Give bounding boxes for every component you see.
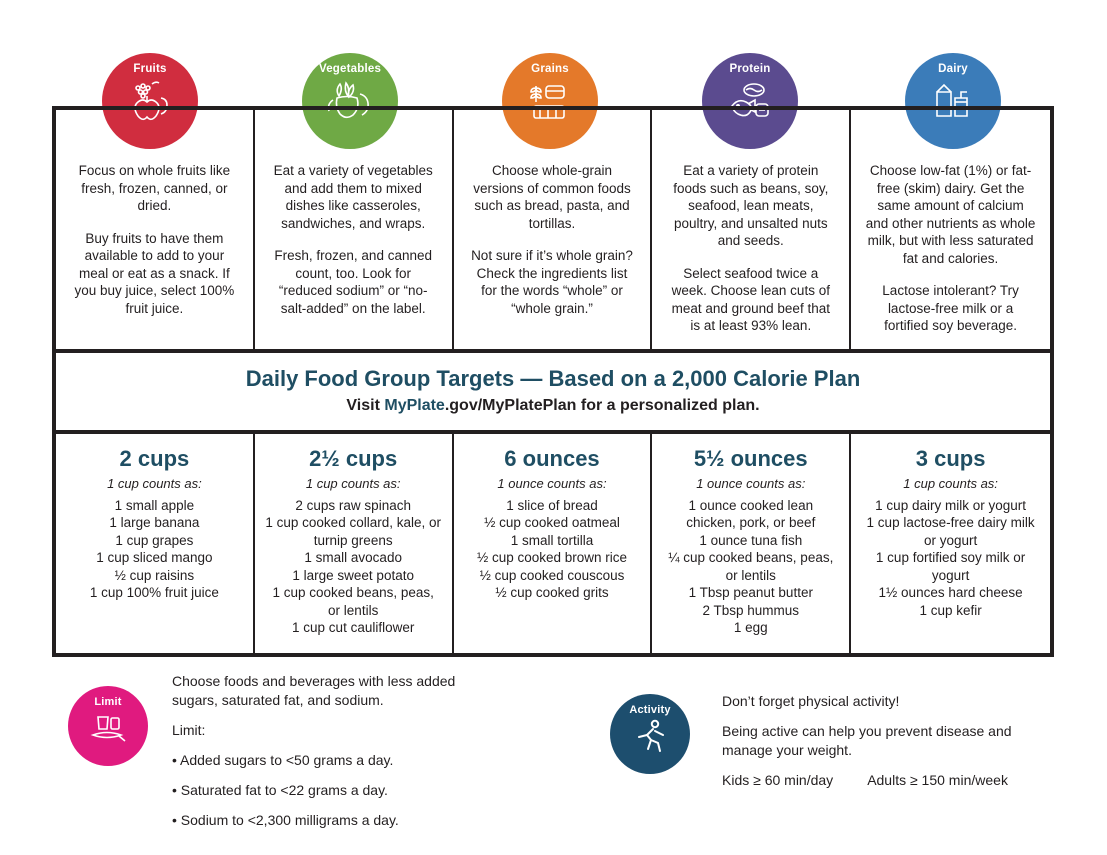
amount-column-vegetables	[255, 434, 454, 653]
food-group-descriptions-row	[56, 110, 1050, 349]
list-item: 1 ounce cooked lean chicken, pork, or beef	[686, 497, 816, 530]
badge-label-activity: Activity	[629, 704, 671, 716]
list-item: 1 cup lactose-free dairy milk or yogurt	[866, 515, 1035, 548]
badge-label-protein: Protein	[729, 63, 771, 75]
amount-column-grains	[454, 434, 653, 653]
amount-quantity: 6 ounces	[504, 445, 600, 471]
list-item: ½ cup cooked grits	[495, 585, 609, 600]
banner-title: Daily Food Group Targets — Based on a 2,000 Calorie Plan	[245, 365, 861, 391]
list-item: 1 large banana	[109, 515, 200, 530]
activity-kids: Kids ≥ 60 min/day	[722, 772, 834, 788]
badge-label-fruits: Fruits	[133, 63, 167, 75]
list-item: ¼ cup cooked beans, peas, or lentils	[668, 550, 834, 583]
group-description-protein	[666, 162, 835, 335]
group-paragraph: Not sure if it’s whole grain? Check the ingredients list for the words “whole” or “whole grain.”	[471, 248, 633, 316]
badge-activity	[610, 694, 690, 774]
amount-item-list	[464, 497, 641, 602]
amount-item-list	[861, 497, 1040, 620]
list-item: 1 cup dairy milk or yogurt	[875, 497, 1026, 513]
limit-bullet: • Added sugars to <50 grams a day.	[172, 752, 394, 768]
group-description-grains	[468, 162, 637, 317]
list-item: ½ cup cooked couscous	[479, 567, 625, 583]
group-paragraph: Eat a variety of vegetables and add them to mixed dishes like casseroles, sandwiches, and wraps.	[273, 163, 433, 231]
group-paragraph: Select seafood twice a week. Choose lean cuts of meat and ground beef that is at least 93% lean.	[671, 265, 830, 333]
group-paragraph: Choose low-fat (1%) or fat-free (skim) dairy. Get the same amount of calcium and other nutrients as whole milk, but with less saturated fat and calories.	[865, 163, 1036, 266]
amount-counts-as: 1 ounce counts as:	[497, 475, 607, 491]
list-item: 1 cup 100% fruit juice	[89, 585, 219, 600]
amount-item-list	[662, 497, 839, 637]
activity-recommendations	[722, 771, 1062, 790]
list-item: ½ cup raisins	[114, 567, 195, 583]
myplate-url-rest: .gov/MyPlatePlan	[444, 396, 577, 414]
list-item: 1 Tbsp peanut butter	[688, 585, 813, 600]
badge-limit	[68, 686, 148, 766]
list-item: 1 cup cooked beans, peas, or lentils	[272, 585, 434, 618]
amount-counts-as: 1 cup counts as:	[305, 475, 401, 491]
badge-label-vegetables: Vegetables	[318, 63, 382, 75]
amount-quantity: 2½ cups	[309, 445, 398, 471]
list-item: 1 small apple	[114, 497, 195, 513]
limit-text-block	[172, 672, 502, 841]
limit-icon	[86, 709, 130, 745]
group-column-fruits	[56, 110, 255, 349]
running-person-icon	[629, 717, 671, 755]
list-item: ½ cup cooked oatmeal	[484, 515, 620, 530]
badge-label-dairy: Dairy	[938, 63, 968, 75]
group-description-dairy	[865, 162, 1036, 335]
badge-label-limit: Limit	[94, 696, 122, 708]
amount-item-list	[265, 497, 442, 637]
list-item: 1 cup fortified soy milk or yogurt	[875, 550, 1026, 583]
activity-adults: Adults ≥ 150 min/week	[867, 772, 1008, 788]
list-item: 1 cup cut cauliflower	[292, 620, 415, 635]
list-item: ½ cup cooked brown rice	[476, 550, 628, 565]
list-item: 1 small avocado	[304, 550, 402, 565]
list-item: 2 Tbsp hummus	[702, 602, 800, 618]
banner-subtitle	[66, 396, 1040, 416]
amount-quantity: 3 cups	[915, 445, 986, 471]
limit-intro: Choose foods and beverages with less added sugars, saturated fat, and sodium.	[172, 673, 456, 708]
list-item: 1½ ounces hard cheese	[878, 585, 1023, 600]
list-item: 1 large sweet potato	[292, 567, 414, 583]
activity-line-2: Being active can help you prevent disease and manage your weight.	[722, 723, 1012, 758]
group-description-vegetables	[269, 162, 438, 317]
amount-column-protein	[652, 434, 851, 653]
list-item: 1 egg	[733, 620, 768, 635]
daily-targets-banner	[56, 349, 1050, 434]
limit-bullet: • Sodium to <2,300 milligrams a day.	[172, 812, 399, 828]
group-paragraph: Fresh, frozen, and canned count, too. Look for “reduced sodium” or “no-salt-added” on the label.	[274, 248, 432, 316]
daily-amounts-row	[56, 434, 1050, 653]
group-paragraph: Buy fruits to have them available to add to your meal or eat as a snack. If you buy juice, select 100% fruit juice.	[74, 230, 235, 316]
amount-quantity: 5½ ounces	[693, 445, 808, 471]
bottom-section	[0, 666, 1107, 846]
amount-quantity: 2 cups	[119, 445, 190, 471]
list-item: 1 cup sliced mango	[96, 550, 213, 565]
group-column-vegetables	[255, 110, 454, 349]
amount-counts-as: 1 cup counts as:	[903, 475, 998, 491]
amount-column-fruits	[56, 434, 255, 653]
myplate-chart	[52, 106, 1054, 657]
limit-bullet: • Saturated fat to <22 grams a day.	[172, 782, 388, 798]
group-paragraph: Eat a variety of protein foods such as beans, soy, seafood, lean meats, poultry, and unsalted nuts and seeds.	[673, 163, 829, 248]
group-paragraph: Lactose intolerant? Try lactose-free milk or a fortified soy beverage.	[882, 283, 1019, 333]
activity-text-block	[722, 692, 1062, 790]
list-item: 1 cup grapes	[115, 532, 194, 548]
badge-label-grains: Grains	[531, 63, 569, 75]
group-description-fruits	[70, 162, 239, 317]
amount-counts-as: 1 cup counts as:	[107, 475, 202, 491]
list-item: 1 small tortilla	[510, 532, 594, 548]
amount-column-dairy	[851, 434, 1050, 653]
amount-item-list	[66, 497, 243, 602]
banner-sub-tail: for a personalized plan.	[576, 396, 760, 414]
list-item: 2 cups raw spinach	[295, 497, 411, 513]
list-item: 1 slice of bread	[506, 497, 598, 513]
group-column-dairy	[851, 110, 1050, 349]
limit-heading: Limit:	[172, 722, 206, 738]
group-paragraph: Choose whole-grain versions of common foods such as bread, pasta, and tortillas.	[473, 163, 631, 231]
banner-visit-text: Visit	[346, 396, 385, 414]
myplate-wordmark: MyPlate	[384, 396, 445, 414]
group-paragraph: Focus on whole fruits like fresh, frozen, canned, or dried.	[78, 163, 231, 213]
list-item: 1 cup kefir	[919, 602, 982, 618]
list-item: 1 ounce tuna fish	[699, 532, 803, 548]
activity-line-1: Don’t forget physical activity!	[722, 693, 900, 709]
amount-counts-as: 1 ounce counts as:	[696, 475, 806, 491]
group-column-grains	[454, 110, 653, 349]
list-item: 1 cup cooked collard, kale, or turnip greens	[265, 515, 441, 548]
group-column-protein	[652, 110, 851, 349]
